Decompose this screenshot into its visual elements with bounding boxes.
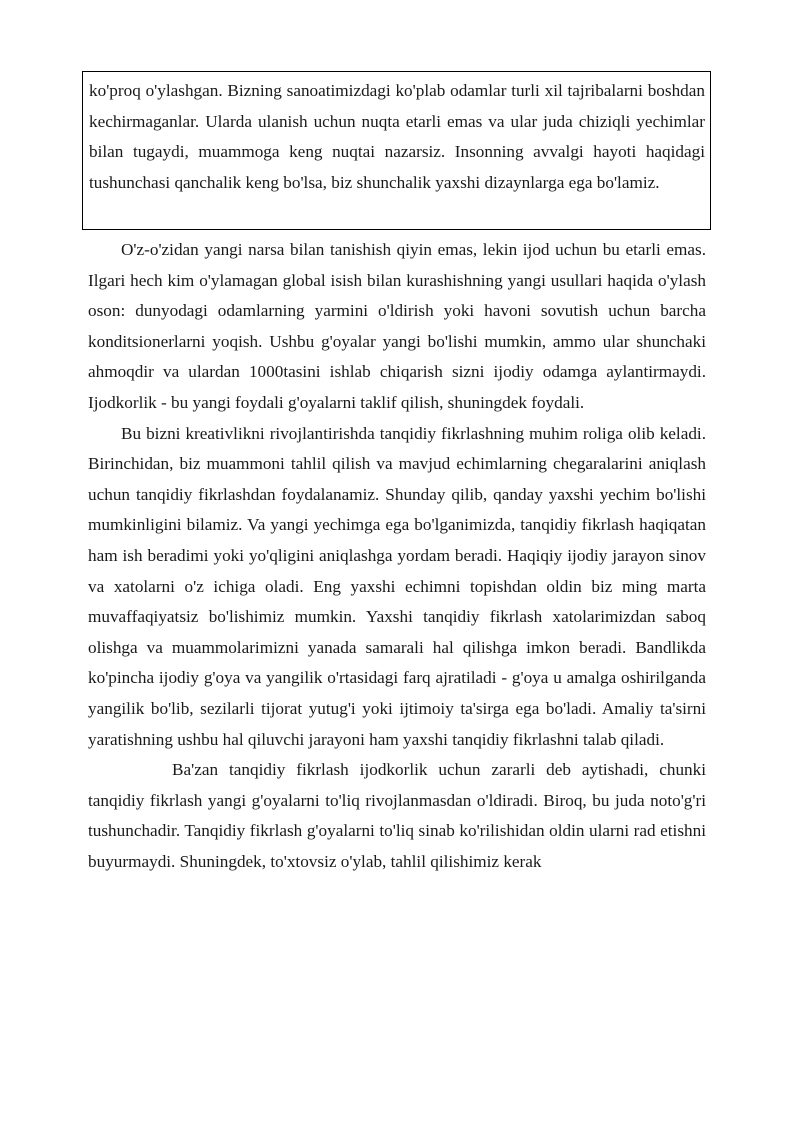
- paragraph-critical-thinking-harm: Ba'zan tanqidiy fikrlash ijodkorlik uchun zararli deb aytishadi, chunki tanqidiy fikrlash yangi g'oyalarni to'liq rivojlanmasdan o'ldiradi. Biroq, bu juda noto'g'ri tushunchadir. Tanqidiy fikrlash g'oyalarni to'liq sinab ko'rilishidan oldin ularni rad etishni buyurmaydi. Shuningdek, to'xtovsiz o'ylab, tahlil qilishimiz kerak: [88, 760, 706, 871]
- paragraph-global-warming: O'z-o'zidan yangi narsa bilan tanishish qiyin emas, lekin ijod uchun bu etarli emas. Ilgari hech kim o'ylamagan global isish bilan kurashishning yangi usullari haqida o'ylash oson: dunyodagi odamlarning yarmini o'ldirish yoki havoni sovutish uchun barcha konditsionerlarni yoqish. Ushbu g'oyalar yangi bo'lishi mumkin, ammo ular shunchaki ahmoqdir va ulardan 1000tasini ishlab chiqarish sizni ijodiy odamga aylantirmaydi. Ijodkorlik - bu yangi foydali g'oyalarni taklif qilish, shuningdek foydali.: [88, 240, 706, 412]
- boxed-passage-text: ko'proq o'ylashgan. Bizning sanoatimizdagi ko'plab odamlar turli xil tajribalarni boshdan kechirmaganlar. Ularda ulanish uchun nuqta etarli emas va ular juda chiziqli yechimlar bilan tugaydi, muammoga keng nuqtai nazarsiz. Insonning avvalgi hayoti haqidagi tushunchasi qanchalik keng bo'lsa, biz shunchalik yaxshi dizaynlarga ega bo'lamiz.: [89, 81, 705, 192]
- body-text: [88, 235, 706, 877]
- boxed-passage: [82, 71, 711, 230]
- paragraph-critical-thinking-role: Bu bizni kreativlikni rivojlantirishda tanqidiy fikrlashning muhim roliga olib keladi. Birinchidan, biz muammoni tahlil qilish va mavjud echimlarning chegaralarini aniqlash uchun tanqidiy fikrlashdan foydalanamiz. Shunday qilib, qanday yaxshi yechim bo'lishi mumkinligini bilamiz. Va yangi yechimga ega bo'lganimizda, tanqidiy fikrlash haqiqatan ham ish beradimi yoki yo'qligini aniqlashga yordam beradi. Haqiqiy ijodiy jarayon sinov va xatolarni o'z ichiga oladi. Eng yaxshi echimni topishdan oldin biz ming marta muvaffaqiyatsiz bo'lishimiz mumkin. Yaxshi tanqidiy fikrlash xatolarimizdan saboq olishga va muammolarimizni yanada samarali hal qilishga imkon beradi. Bandlikda ko'pincha ijodiy g'oya va yangilik o'rtasidagi farq ajratiladi - g'oya u amalga oshirilganda yangilik bo'lib, sezilarli tijorat yutug'i yoki ijtimoiy ta'sirga ega bo'ladi. Amaliy ta'sirni yaratishning ushbu hal qiluvchi jarayoni ham yaxshi tanqidiy fikrlashni talab qiladi.: [88, 423, 706, 749]
